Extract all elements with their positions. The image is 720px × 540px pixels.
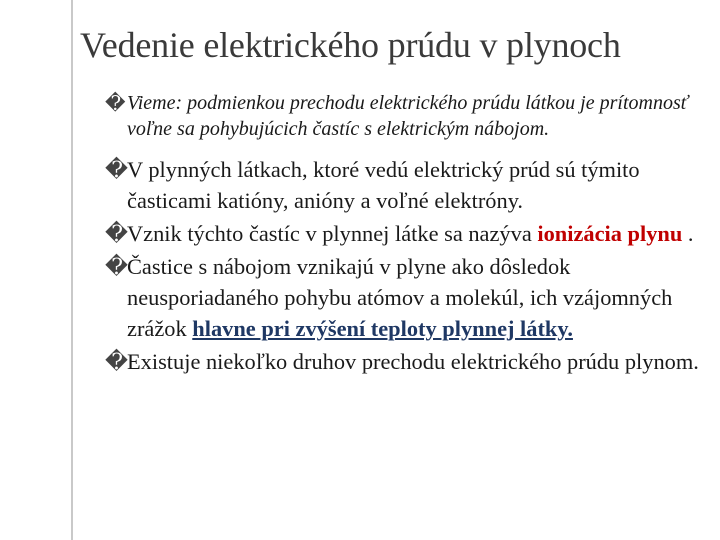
bullet-text: V plynných látkach, ktoré vedú elektrický prúd sú týmito časticami katióny, anióny a voľné elektróny. bbox=[127, 157, 640, 213]
emphasis-link[interactable]: hlavne pri zvýšení teploty plynnej látky. bbox=[192, 316, 573, 341]
bullet-item-2 bbox=[105, 154, 700, 216]
bullet-mark-icon: � bbox=[105, 254, 128, 279]
bullet-item-4 bbox=[105, 251, 700, 344]
bullet-mark-icon: � bbox=[105, 349, 128, 374]
decorative-left-rule bbox=[71, 0, 73, 540]
bullet-text: Častice s nábojom vznikajú v plyne ako dôsledok neusporiadaného pohybu atómov a molekúl, ich vzájomných zrážok bbox=[127, 254, 673, 341]
bullet-text: Existuje niekoľko druhov prechodu elektrického prúdu plynom. bbox=[127, 349, 699, 374]
bullet-list bbox=[105, 90, 700, 379]
bullet-item-3 bbox=[105, 218, 700, 249]
bullet-item-1 bbox=[105, 90, 700, 142]
bullet-text: Vieme: podmienkou prechodu elektrického prúdu látkou je prítomnosť voľne sa pohybujúcich častíc s elektrickým nábojom. bbox=[127, 92, 689, 140]
bullet-text-end: . bbox=[682, 221, 694, 246]
bullet-mark-icon: � bbox=[105, 93, 126, 115]
bullet-text: Vznik týchto častíc v plynnej látke sa nazýva bbox=[127, 221, 538, 246]
bullet-mark-icon: � bbox=[105, 157, 128, 182]
slide-title: Vedenie elektrického prúdu v plynoch bbox=[80, 25, 621, 65]
bullet-mark-icon: � bbox=[105, 221, 128, 246]
bullet-item-5 bbox=[105, 346, 700, 377]
highlight-term: ionizácia plynu bbox=[537, 221, 683, 246]
